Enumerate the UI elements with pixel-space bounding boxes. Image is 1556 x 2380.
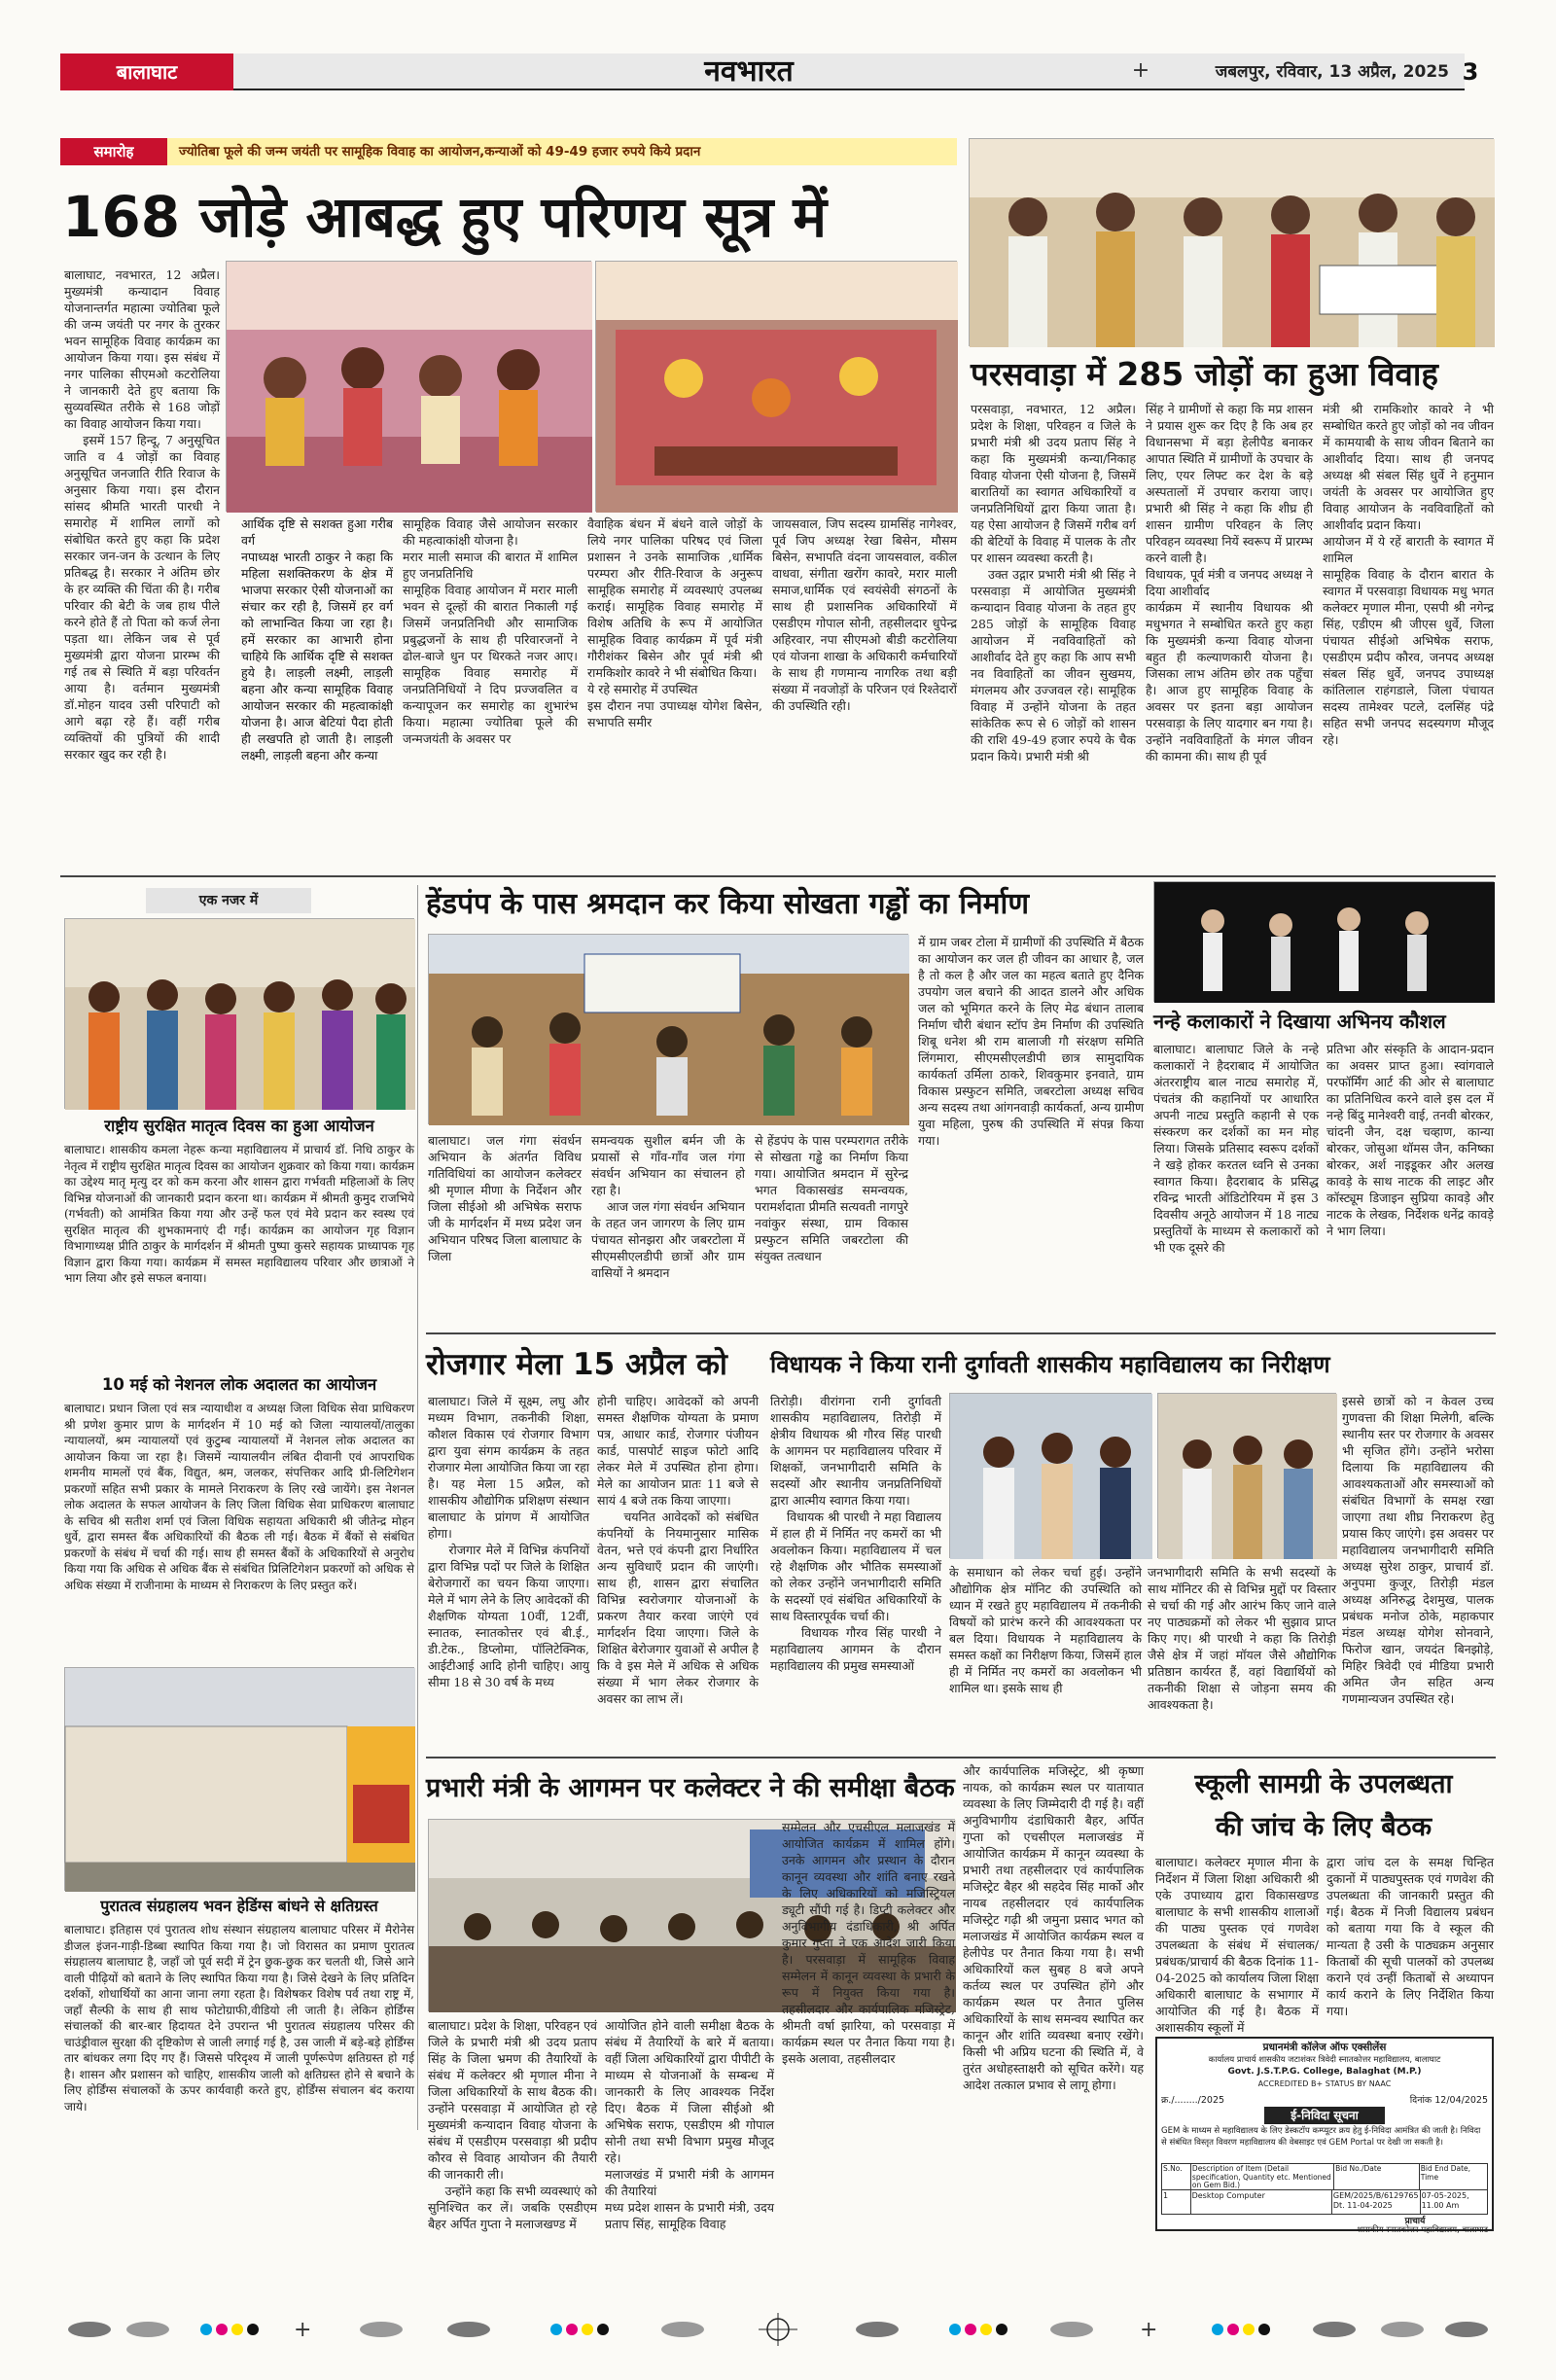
tender-org-2: कार्यालय प्राचार्य शासकीय जटाशंकर त्रिवेदी स्नातकोत्तर महाविद्यालय, बालाघाट [1208, 2055, 1441, 2065]
tender-td-bid: GEM/2025/B/6129765 Dt. 11-04-2025 [1332, 2190, 1421, 2214]
lead-col-4: वैवाहिक बंधन में बंधने वाले जोड़ों के लिये नगर पालिका परिषद एवं जिला प्रशासन ने उनके सामाजिक ,धार्मिक परम्परा और रीति-रिवाज के अनुरूप सामूहिक समारोह में व्यवस्थाएं उपलब्ध कराई। सामूहिक विवाह समारोह में विशेष अतिथि के रूप में आयोजित सामूहिक विवाह कार्यक्रम में पूर्व मंत्री गौरीशंकर बिसेन और पूर्व मंत्री श्री रामकिशोर कावरे ने भी संबोधित किया। ये रहे समारोह में उपस्थित इस दौरान नपा उपाध्यक्ष योगेश बिसेन, सभापति समीर [587, 516, 762, 729]
svg-text:+: + [294, 2318, 312, 2342]
prabhari-headline: प्रभारी मंत्री के आगमन पर कलेक्टर ने की समीक्षा बैठक [426, 1773, 955, 1803]
wedding-ritual-image [596, 262, 958, 513]
vidhayak-col-1: तिरोड़ी। वीरांगना रानी दुर्गावती शासकीय महाविद्यालय, तिरोड़ी में क्षेत्रीय विधायक श्री गौरव सिंह पारधी के आगमन पर महाविद्यालय परिवार में शिक्षकों, जनभागीदारी समिति के सदस्यों और स्थानीय जनप्रतिनिधियों द्वारा आत्मीय स्वागत किया गया। विधायक श्री पारधी ने महा विद्यालय में हाल ही में निर्मित नए कमरों का भी अवलोकन किया। महाविद्यालय में चल रहे शैक्षणिक और भौतिक समस्याओं को लेकर उन्होंने जनभागीदारी समिति के सदस्यों एवं संबंधित अधिकारियों के साथ विस्तारपूर्वक चर्चा की। विधायक गौरव सिंह पारधी ने महाविद्यालय आगमन के दौरान महाविद्यालय की प्रमुख समस्याओं [770, 1394, 941, 1673]
lok-adalat-title: 10 मई को नेशनल लोक अदालत का आयोजन [101, 1375, 377, 1394]
vidhayak-photo-1 [949, 1393, 1151, 1558]
school-col-1: बालाघाट। कलेक्टर मृणाल मीना के निर्देशन में जिला शिक्षा अधिकारी श्री एके उपाध्याय द्वारा विकासखण्ड बालाघाट के सभी शासकीय शालाओं की पाठ्य पुस्तक एवं गणवेश उपलब्धता के संबंध में संचालक/प्रबंधक/प्राचार्य की बैठक दिनांक 11-04-2025 को कार्यालय जिला शिक्षा अधिकारी बालाघाट के सभागार में आयोजित की गई है। बैठक में अशासकीय स्कूलों में [1155, 1855, 1323, 2035]
paraswada-col-2: सिंह ने ग्रामीणों से कहा कि मप्र शासन ने प्रयास शुरू कर दिए है कि अब हर विधानसभा में बड़ा हेलीपैड बनाकर आपात स्थिति में ग्रामीणों के उपचार के लिए, एयर लिफ्ट कर देश के बड़े अस्पतालों में उपचार कराया जाए। प्रभारी श्री सिंह ने कहा कि शीघ्र ही शासन ग्रामीण परिवहन के लिए परिवहन व्यवस्था नियें स्वरूप में प्रारम्भ करने वाली है। विधायक, पूर्व मंत्री व जनपद अध्यक्ष ने दिया आशीर्वाद कार्यक्रम में स्थानीय विधायक श्री मधुभगत ने सम्बोधित करते हुए कहा कि मुख्यमंत्री कन्या विवाह योजना बहुत ही कल्याणकारी योजना है। जिसका लाभ अंतिम छोर तक पहुँचा है। आज हुए सामूहिक विवाह के अवसर पर इतना बड़ा आयोजन परसवाड़ा के लिए यादगार बन गया है। उन्होंने नवविवाहितों के मंगल जीवन की कामना की। साथ ही पूर्व [1146, 402, 1313, 764]
tender-title: ई-निविदा सूचना [1264, 2107, 1385, 2124]
lead-col-3: सामूहिक विवाह जैसे आयोजन सरकार की महत्वाकांक्षी योजना है। मरार माली समाज की बारात में शामिल हुए जनप्रतिनिधि सामूहिक विवाह आयोजन में मरार माली भवन से दूल्हों की बारात निकाली गई जिसमें जनप्रतिनिधी और सामाजिक प्रबुद्धजनों के साथ ही परिवारजनों ने ढोल-बाजे धुन पर थिरकते नजर आए। सामूहिक विवाह समारोह में जनप्रतिनिधियों ने दिप प्रज्जवलित व कन्यापूजन कर समारोह का शुभारंभ किया। महात्मा ज्योतिबा फूले की जन्मजयंती के अवसर पर [403, 516, 578, 746]
handpump-col-2: समन्वयक सुशील बर्मन जी के प्रयासों से गाँव-गाँव जल गंगा संवर्धन अभियान का संचालन हो रहा है। आज जल गंगा संवर्धन अभियान के तहत जन जागरण के लिए ग्राम पंचायत सोनझरा और जबरटोला में सीएमसीएलडीपी छात्रों और ग्राम वासियों ने श्रमदान [591, 1133, 745, 1280]
handpump-col-1: बालाघाट। जल गंगा संवर्धन अभियान के अंतर्गत विविध गतिविधियां का आयोजन कलेक्टर श्री मृणाल मीणा के निर्देशन और जिला सीईओ श्री अभिषेक सराफ जी के मार्गदर्शन में मध्य प्रदेश जन अभियान परिषद जिला बालाघाट के जिला [428, 1133, 585, 1263]
lead-tag: समारोह [60, 138, 167, 165]
college-visit-image-1 [950, 1394, 1152, 1559]
prabhari-col-3: सम्मेलन और एचसीएल मलाजखंड में आयोजित कार्यक्रम में शामिल होंगे। उनके आगमन और प्रस्थान के दौरान कानून व्यवस्था और शांति बनाए रखने के लिए अधिकारियों को मजिस्ट्रियल ड्यूटी सौंपी गई है। डिप्टी कलेक्टर और अनुविभागीय दंडाधिकारी, श्री अर्पित कुमार गुप्ता ने एक आदेश जारी किया है। परसवाड़ा में सामूहिक विवाह सम्मेलन में कानून व्यवस्था के प्रभारी के रूप में नियुक्त किया गया है। तहसीलदार और कार्यपालिक मजिस्ट्रेट, श्रीमती वर्षा झारिया, को परसवाड़ा में कार्यक्रम स्थल पर तैनात किया गया है। इसके अलावा, तहसीलदार [782, 1820, 959, 2066]
page-number: 3 [1462, 58, 1479, 86]
wedding-photo-2 [595, 261, 957, 512]
tender-sign-title: प्राचार्य [1404, 2217, 1426, 2226]
section-label: बालाघाट [60, 53, 233, 90]
prabhari-col-1: बालाघाट। प्रदेश के शिक्षा, परिवहन एवं जिले के प्रभारी मंत्री श्री उदय प्रताप सिंह के जिला भ्रमण की तैयारियों के संबंध में कलेक्टर श्री मृणाल मीना ने जिला अधिकारियों के साथ बैठक की। उन्होंने परसवाड़ा में आयोजित हो रहे मुख्यमंत्री कन्यादान विवाह योजना के संबंध में एसडीएम परसवाड़ा श्री प्रदीप कौरव से विवाह आयोजन की तैयारी की जानकारी ली। उन्होंने कहा कि सभी व्यवस्थाएं को सुनिश्चित कर लें। जबकि एसडीएम बैहर अर्पित गुप्ता ने मलाजखण्ड में [428, 2018, 597, 2231]
school-headline-2: की जांच के लिए बैठक [1215, 1812, 1432, 1842]
crosshair-mark-top: + [1131, 58, 1150, 83]
lead-col-1: बालाघाट, नवभारत, 12 अप्रैल। मुख्यमंत्री कन्यादान विवाह योजनान्तर्गत महात्मा ज्योतिबा फूले की जन्म जयंती पर नगर के तुरकर भवन सामूहिक विवाह कार्यक्रम का आयोजन किया गया। इस संबंध में नगर पालिका सीएमओ कटरोलिया ने जानकारी देते हुए बताया कि सुव्यवस्थित तरीके से 168 जोड़ों का विवाह आयोजन किया गया। इसमें 157 हिन्दू, 7 अनुसूचित जाति व 4 जोड़ों का विवाह अनुसूचित जनजाति रीति रिवाज के अनुसार किया गया। इस दौरान सांसद श्रीमति भारती पारधी ने समारोह में शामिल लागों को संबोधित करते हुए कहा कि प्रदेश सरकार जन-जन के उत्थान के लिए प्रतिबद्ध है। सरकार ने अंतिम छोर के हर व्यक्ति की चिंता की है। गरीब परिवार की बेटी के जब हाथ पीले करने होते हैं तो पिता को कर्ज लेना पड़ता था। लेकिन जब से पूर्व मुख्यमंत्री द्वारा योजना प्रारम्भ की गई तब से स्थिति में बड़ा परिवर्तन आया है। वर्तमान मुख्यमंत्री डॉ.मोहन यादव उसी परिपाटी को आगे बढ़ा रहे हैं। वहीं गरीब व्यक्तियों की पुत्रियों की शादी सरकार खुद कर रही है। [64, 267, 220, 762]
handpump-headline: हेंडपंप के पास श्रमदान कर किया सोखता गड्ढों का निर्माण [426, 887, 1030, 921]
actors-photo [1153, 881, 1494, 1002]
tender-td-end: 07-05-2025, 11.00 Am [1421, 2191, 1469, 2210]
rule-mid-1 [426, 1332, 1496, 1334]
vidhayak-col-4: इससे छात्रों को न केवल उच्च गुणवत्ता की शिक्षा मिलेगी, बल्कि स्थानीय स्तर पर रोजगार के अवसर भी सृजित होंगे। उन्होंने भरोसा दिलाया कि महाविद्यालय की आवश्यकताओं और समस्याओं को संबंधित विभागों के समक्ष रखा जाएगा तथा शीघ्र निराकरण हेतु प्रयास किए जाएंगे। इस अवसर पर महाविद्यालय जनभागीदारी समिति अध्यक्ष सुरेश ठाकुर, प्राचार्य डॉ. अनुपमा कुजूर, तिरोड़ी मंडल अध्यक्ष अनिरुद्ध देशमुख, पालक प्रबंधक मनोज ठोके, महाकपार मंडल अध्यक्ष योगेश सोनवाने, फिरोज खान, जयदंत बिनझोड़े, मिहिर त्रिवेदी एवं मीडिया प्रभारी अमित जैन सहित अन्य गणमान्यजन उपस्थित रहे। [1342, 1394, 1498, 1706]
museum-fence-image [65, 1668, 415, 1892]
museum-hoarding-photo [64, 1667, 414, 1891]
paraswada-col-3: मंत्री श्री रामकिशोर कावरे ने भी सम्बोधित करते हुए जोड़ों को नव जीवन में कामयाबी के साथ जीवन बिताने का आशीर्वाद दिया। साथ ही जनपद अध्यक्ष श्री संबल सिंह धुर्वे ने हनुमान जयंती के अवसर पर आयोजित हुए विवाह आयोजन के नवविवाहितों को आशीर्वाद प्रदान किया। आयोजन में ये रहें बाराती के स्वागत में शामिल सामूहिक विवाह के दौरान बारात के स्वागत में परसवाड़ा विधायक मधु भगत कलेक्टर मृणाल मीना, एसपी श्री नगेन्द्र सिंह, एडीएम श्री जीएस धुर्वे, जिला पंचायत सीईओ अभिषेक सराफ, एसडीएम प्रदीप कौरव, जनपद अध्यक्ष संबल सिंह धुर्वे, जनपद उपाध्यक्ष कांतिलाल राहंगडाले, जिला पंचायत सदस्य तामेश्वर पटले, दलसिंह पंद्रे सहित सभी जनपद सदस्यगण मौजूद रहे। [1323, 402, 1494, 747]
stage-performance-image [1154, 882, 1495, 1003]
tender-org-4: ACCREDITED B+ STATUS BY NAAC [1257, 2079, 1392, 2088]
rozgar-col-2: होनी चाहिए। आवेदकों को अपनी समस्त शैक्षणिक योग्यता के प्रमाण पत्र, आधार कार्ड, रोजगार पंजीयन कार्ड, पासपोर्ट साइज फोटो आदि लेकर मेले में उपस्थित होना होगा। मेले का आयोजन प्रातः 11 बजे से सायं 4 बजे तक किया जाएगा। चयनित आवेदकों को संबंधित कंपनियों के नियमानुसार मासिक वेतन, भत्ते एवं कंपनी द्वारा निर्धारित अन्य सुविधाएँ प्रदान की जाएंगी। साथ ही, शासन द्वारा संचालित विभिन्न स्वरोजगार योजनाओं के प्रकरण तैयार करवा जाएंगे एवं मार्गदर्शन दिया जाएगा। जिले के शिक्षित बेरोजगार युवाओं से अपील है कि वे इस मेले में अधिक से अधिक संख्या में भाग लेकर रोजगार के अवसर का लाभ लें। [597, 1394, 759, 1706]
tender-ref: क्र./......../2025 [1161, 2095, 1225, 2106]
kalakar-headline: नन्हे कलाकारों ने दिखाया अभिनय कौशल [1153, 1010, 1446, 1033]
tender-th-end: Bid End Date, Time [1420, 2164, 1471, 2182]
vidhayak-photo-2 [1157, 1393, 1336, 1558]
svg-text:+: + [1140, 2318, 1158, 2342]
vidhayak-col-2: के समाधान को लेकर चर्चा हुई। उन्होंने औद्योगिक क्षेत्र मॉनिट की उपस्थिति को ध्यान में रखते हुए महाविद्यालय में तकनीकी विषयों को प्रारंभ करने की आवश्यकता पर बल दिया। विधायक ने महाविद्यालय के समस्त कक्षों का निरीक्षण किया, जिसमें हाल ही में निर्मित नए कमरों का अवलोकन भी शामिल था। इसके साथ ही [949, 1565, 1146, 1695]
tender-td-sno: 1 [1162, 2190, 1191, 2214]
tender-th-desc: Description of Item (Detail specification, Quantity etc. Mentioned on Gem Bid.) [1191, 2164, 1334, 2189]
wedding-photo-1 [226, 261, 591, 512]
tender-sign-org: शासकीय स्नातकोत्तर महाविद्यालय, बालाघाट [1357, 2225, 1488, 2235]
print-registration-strip [60, 2315, 1496, 2344]
museum-title: पुरातत्व संग्रहालय भवन हेडिंग्स बांधने से क्षतिग्रस्त [100, 1897, 378, 1915]
vidhayak-headline: विधायक ने किया रानी दुर्गावती शासकीय महाविद्यालय का निरीक्षण [770, 1351, 1330, 1378]
maternity-title: राष्ट्रीय सुरक्षित मातृत्व दिवस का हुआ आयोजन [104, 1117, 374, 1135]
maternity-day-photo [64, 918, 414, 1109]
prabhari-col-2: आयोजित होने वाली समीक्षा बैठक के संबंध में तैयारियों के बारे में बताया। वहीं जिला अधिकारियों द्वारा पीपीटी के माध्यम से योजनाओं के सम्बन्ध में जानकारी के लिए आवश्यक निर्देश दिए। बैठक में जिला सीईओ श्री अभिषेक सराफ, एसडीएम श्री गोपाल सोनी तथा सभी विभाग प्रमुख मौजूद रहे। मलाजखंड में प्रभारी मंत्री के आगमन की तैयारियां मध्य प्रदेश शासन के प्रभारी मंत्री, उदय प्रताप सिंह, सामूहिक विवाह [605, 2018, 774, 2231]
paraswada-headline: परसवाड़ा में 285 जोड़ों का हुआ विवाह [971, 355, 1438, 393]
school-headline-1: स्कूली सामग्री के उपलब्धता [1194, 1769, 1453, 1799]
lead-col-5: जायसवाल, जिप सदस्य ग्रामसिंह नागेश्वर, पूर्व जिप अध्यक्ष रेखा बिसेन, मौसम बिसेन, सभापति वंदना जायसवाल, वकील वाधवा, संगीता खरोंग कावरे, मरार माली समाज,धार्मिक एवं स्वयंसेवी संगठनों के साथ ही प्रशासनिक अधिकारियों में एसडीएम गोपाल सोनी, तहसीलदार धुपेन्द्र अहिरवार, नपा सीएमओ बीडी कटरोलिया एवं योजना शाखा के अधिकारी कर्मचारियों के साथ ही गणमान्य नागरिक तथा बड़ी संख्या में नवजोड़ों के परिजन एवं रिश्तेदारों की उपस्थिति रही। [772, 516, 961, 713]
tender-td-desc: Desktop Computer [1191, 2190, 1332, 2214]
cheque-ceremony-image [970, 139, 1495, 347]
tender-th-bid: Bid No./Date [1334, 2164, 1420, 2189]
kalakar-col-2: प्रतिभा और संस्कृति के आदान-प्रदान का अवसर प्राप्त हुआ। स्वांगवाले परफॉर्मिंग आर्ट की ओर से बालाघाट का प्रतिनिधित्व करने वाले इस दल में नन्हे बिंदु मानेश्वरी वाई, तनवी बोरकर, चांदनी जैन, दक्ष चव्हाण, कान्या बोरकर, जोसुआ थॉमस जैन, कनिष्का बोरकर, अर्श नाइडूकर और अलख कावड़े के साथ नाटक की लाइट और कॉस्ट्यूम डिजाइन सुप्रिया कावड़े और नाटक के लेखक, निर्देशक धनेंद्र कावड़े ने भाग लिया। [1326, 1042, 1498, 1238]
college-visit-image-2 [1158, 1394, 1337, 1559]
handpump-col-3: से हेंडपंप के पास परम्परागत तरीके से सोखता गड्ढे का निर्माण किया गया। आयोजित श्रमदान में सुरेन्द्र भगत विकासखंड समन्वयक, परामर्शदाता प्रीमति सत्यवती नागपुरे नवांकुर संस्था, ग्राम विकास प्रस्फुटन समिति जबरटोला की संयुक्त तत्वधान [755, 1133, 912, 1263]
shramdan-image [429, 935, 909, 1125]
lead-kicker: ज्योतिबा फूले की जन्म जयंती पर सामूहिक विवाह का आयोजन,कन्याओं को 49-49 हजार रुपये किये प्रदान [167, 138, 957, 165]
students-group-image [65, 919, 415, 1110]
museum-body: बालाघाट। इतिहास एवं पुरातत्व शोध संस्थान संग्रहालय बालाघाट परिसर में मैरोनेस डीजल इंजन-गाड़ी-डिब्बा स्थापित किया गया है। जो विरासत का प्रमाण पुरातत्व संग्रहालय बालाघाट है, जहाँ जो पूर्व सदी में ट्रेन छुक-छुक कर चलती थी, जिसे आने वाली पीढ़ियों को बताने के लिए स्थापित किया गया है। जिसे देखने के लिए प्रतिदिन दर्शकों, शोधार्थियों का आना जाना लगा रहता है। विशेषकर विशेष पर्व तथा राष्ट्र में, जहाँ सैल्फी के साथ ही साथ फोटोग्राफी,वीडियो ली जाती है। लेकिन होर्डिंग्स संचालकों की बार-बार हिदायत देने उपरान्त भी पुरातत्व संग्रहालय परिसर की चाउंड्रीवाल सुरक्षा की दृष्टिकोण से जाली लगाई गई है, उस जाली में बड़े-बड़े होर्डिंग्स तार बांधकर लगा दिए गए हैं। जिससे परिदृश्य में जाली पूर्णरूपेण क्षतिग्रस्त हो गई है। शासन और प्रशासन को चाहिए, शासकीय जाली को क्षतिग्रस्त होने से बचाने के लिए होर्डिंग्स संचालकों के ऊपर कार्यवाही करते हुए, होर्डिंग्स संचालन बंद कराया जाये। [64, 1923, 418, 2114]
lead-col2-text: आर्थिक दृष्टि से सशक्त हुआ गरीब वर्ग नपाध्यक्ष भारती ठाकुर ने कहा कि महिला सशक्तिकरण के क्षेत्र में भाजपा सरकार ऐसी योजनाओं का संचार कर रही है, जिसमें हर वर्ग को लाभान्वित किया जा रहा है। हमें सरकार का आभारी होना चाहिये कि आर्थिक दृष्टि से सशक्त हुये है। लाड़ली लक्ष्मी, लाड़ली बहना और कन्या सामूहिक विवाह आयोजन सरकार की महत्वाकांक्षी योजना है। आज बेटियां पैदा होती ही लखपति हो जाती है। लाड़ली लक्ष्मी, लाड़ली बहना और कन्या [241, 516, 393, 763]
wedding-crowd-image [227, 262, 592, 513]
vidhayak-col-3: जनभागीदारी समिति के सभी सदस्यों के साथ मॉनिटर की से विभिन्न मुद्दों पर विस्तार से चर्चा की गई और आरंभ किए जाने वाले नए पाठ्यक्रमों को लेकर भी सुझाव प्राप्त किए गए। श्री पारधी ने कहा कि तिरोड़ी जैसे क्षेत्र में जहां मॉयल जैसे औद्योगिक प्रतिष्ठान कार्यरत हैं, वहां विद्यार्थियों को तकनीकी शिक्षा से जोड़ना समय की आवश्यकता है। [1148, 1565, 1340, 1712]
handpump-col-4: में ग्राम जबर टोला में ग्रामीणों की उपस्थिति में बैठक का आयोजन कर जल ही जीवन का आधार है, जल है तो कल है और जल का महत्व बताते हुए दैनिक उपयोग जल बचाने की आदत डालने और अधिक जल को भूमिगत करने के लिए मेढ बंधान तालाब निर्माण चौरी बंधान स्टॉप डेम निर्माण की उपस्थिति शिबू धनेश श्री राम बालाजी गौ संरक्षण समिति लिंगमारा, सीएमसीएलडीपी छात्र सामुदायिक कार्यकर्ता उर्मिला ठाकरे, शिवकुमार इनवाते, ग्राम विकास प्रस्फुटन समिति, जबरटोला अध्यक्ष सचिव अन्य सदस्य तथा आंगनवाड़ी कार्यकर्ता, अन्य ग्रामीण युवा महिला, पुरुष की उपस्थिति में संपन्न किया गया। [918, 935, 1148, 1148]
ek-nazar-label: एक नजर में [146, 888, 311, 913]
tender-org-1: प्रधानमंत्री कॉलेज ऑफ एक्सीलेंस [1262, 2042, 1387, 2053]
rule-mid-2 [426, 1757, 1496, 1758]
tender-org-3: Govt. J.S.T.P.G. College, Balaghat (M.P.) [1227, 2067, 1422, 2077]
shramdan-photo [428, 934, 908, 1124]
minister-cheque-photo [969, 138, 1494, 346]
lok-adalat-body: बालाघाट। प्रधान जिला एवं सत्र न्यायाधीश व अध्यक्ष जिला विधिक सेवा प्राधिकरण श्री प्रणेश कुमार प्राण के मार्गदर्शन में 10 मई को जिला न्यायालयों/तालुका न्यायालयों, श्रम न्यायालयों एवं कुटुम्ब न्यायालयों में नेशनल लोक अदालत का आयोजन किया जा रहा है। जिसमें न्यायालयीन लंबित दीवानी एवं आपराधिक शमनीय मामलों एवं बैंक, विद्युत, श्रम, जलकर, संपत्तिकर आदि प्री-लिटिगेशन प्रकरणों सहित सभी प्रकार के मामले निराकरण के लिए रखे जायेंगे। इस नेशनल लोक अदालत के सफल आयोजन के लिए जिला विधिक सेवा प्राधिकरण बालाघाट के सचिव श्री सतीश शर्मा एवं जिला विधिक सहायता अधिकारी श्री जीतेन्द्र मोहन धुर्वे, द्वारा समस्त बैंक अधिकारियों की बैठक ली गई। बैठक में बैंकों से संबंधित प्रकरणों के संबंध में चर्चा की गई। साथ ही समस्त बैंकों के अधिकारियों से अनुरोध किया गया कि अधिक से अधिक बैंक से संबंधित प्रिलिटिगेशन प्रकरणों को अधिक से अधिक संख्या में राजीनामा के माध्यम से निराकरण के लिए प्रस्तुत करें। [64, 1402, 418, 1592]
tender-th-sno: S.No. [1162, 2164, 1191, 2189]
registration-marks-icon [60, 2315, 1496, 2344]
rozgar-headline: रोजगार मेला 15 अप्रैल को [426, 1347, 727, 1382]
tender-date: दिनांक 12/04/2025 [1409, 2095, 1488, 2106]
paraswada-col-1: परसवाड़ा, नवभारत, 12 अप्रैल। प्रदेश के शिक्षा, परिवहन व जिले के प्रभारी मंत्री श्री उदय प्रताप सिंह ने कहा कि मुख्यमंत्री कन्या/निकाह विवाह योजना ऐसी योजना है, जिसमें बारातियों का स्वागत अधिकारियों व जनप्रतिनिधियों द्वारा किया जाता है। यह ऐसा आयोजन है जिसमें गरीब वर्ग की बेटियों के विवाह में पालक के तौर पर शासन व्यवस्था करती है। उक्त उद्गार प्रभारी मंत्री श्री सिंह ने परसवाड़ा में आयोजित मुख्यमंत्री कन्यादान विवाह योजना के तहत हुए 285 जोड़ों के सामूहिक विवाह आयोजन में नवविवाहितों को आशीर्वाद देते हुए कहा कि आप सभी नव विवाहितों का जीवन सुखमय, मंगलमय और उज्जवल रहे। सामूहिक विवाह में उन्होंने योजना के तहत सांकेतिक रूप से 6 जोड़ों को शासन की राशि 49-49 हजार रुपये के चैक प्रदान किये। प्रभारी मंत्री श्री [971, 402, 1136, 764]
rozgar-col-1: बालाघाट। जिले में सूक्ष्म, लघु और मध्यम विभाग, तकनीकी शिक्षा, कौशल विकास एवं रोजगार विभाग द्वारा युवा संगम कार्यक्रम के तहत रोजगार मेला आयोजित किया जा रहा है। यह मेला 15 अप्रैल, को शासकीय औद्योगिक प्रशिक्षण संस्थान बालाघाट के प्रांगण में आयोजित होगा। रोजगार मेले में विभिन्न कंपनियों द्वारा विभिन्न पदों पर जिले के शिक्षित बेरोजगारों का चयन किया जाएगा। मेले में भाग लेने के लिए आवेदकों की शैक्षणिक योग्यता 10वीं, 12वीं, स्नातक, स्नातकोत्तर एवं बी.ई., डी.टेक., डिप्लोमा, पॉलिटेक्निक, आईटीआई आदि होनी चाहिए। आयु सीमा 18 से 30 वर्ष के मध्य [428, 1394, 589, 1689]
kalakar-col-1: बालाघाट। बालाघाट जिले के नन्हे कलाकारों ने हैदराबाद में आयोजित अंतरराष्ट्रीय बाल नाट्य समारोह में, पंचतंत्र की कहानियों पर आधारित अपनी नाट्य प्रस्तुति कहानी से एक संस्करण कर दर्शकों का मन मोह लिया। जिसके प्रतिसाद स्वरूप दर्शकों ने खड़े होकर करतल ध्वनि से उनका स्वागत किया। हैदराबाद के प्रसिद्ध रविन्द्र भारती ऑडिटोरियम में इस 3 दिवसीय अनूठे आयोजन में 18 नाट्य प्रस्तुतियों के माध्यम से कलाकारों को भी एक दूसरे की [1153, 1042, 1323, 1255]
maternity-body: बालाघाट। शासकीय कमला नेहरू कन्या महाविद्यालय में प्राचार्य डॉ. निधि ठाकुर के नेतृत्व में राष्ट्रीय सुरक्षित मातृत्व दिवस का आयोजन शुक्रवार को किया गया। कार्यक्रम का उद्देश्य मातृ मृत्यु दर को कम करना और शासन द्वारा गर्भवती महिलाओं के लिए विभिन्न योजनाओं की जानकारी प्रदान करना था। कार्यक्रम में श्रीमती कुमुद राजभिये (गर्भवती) को आमंत्रित किया गया और उन्हें फल एवं मेवे प्रदान कर स्वस्थ एवं सुरक्षित मातृत्व की शुभकामनाएं दी गईं। कार्यक्रम का आयोजन गृह विज्ञान विभागाध्यक्ष प्रीति ठाकुर के मार्गदर्शन में श्रीमती पुष्पा कुसरे सहायक प्राध्यापक गृह विज्ञान द्वारा किया गया। कार्यक्रम में समस्त महाविद्यालय परिवार और छात्राओं ने भाग लिया और इसे सफल बनाया। [64, 1143, 418, 1285]
tender-table [1161, 2163, 1488, 2212]
tender-body: GEM के माध्यम से महाविद्यालय के लिए डेस्कटॉप कम्प्यूटर क्रय हेतु ई-निविदा आमंत्रित की जाती है। निविदा से संबंधित विस्तृत विवरण महाविद्यालय की वेबसाइट एवं GEM Portal पर देखी जा सकती है। [1161, 2126, 1481, 2148]
newspaper-title: नवभारत [704, 54, 794, 89]
prabhari-col-4: और कार्यपालिक मजिस्ट्रेट, श्री कृष्णा नायक, को कार्यक्रम स्थल पर यातायात व्यवस्था के लिए जिम्मेदारी दी गई है। वहीं अनुविभागीय दंडाधिकारी बैहर, अर्पित गुप्ता को एचसीएल मलाजखंड में आयोजित कार्यक्रम में कानून व्यवस्था के प्रभारी तथा तहसीलदार एवं कार्यपालिक मजिस्ट्रेट बैहर श्री सहदेव सिंह मार्को और नायब तहसीलदार एवं कार्यपालिक मजिस्ट्रेट गढ़ी श्री जमुना प्रसाद भगत को मलाजखंड में आयोजित कार्यक्रम स्थल व हेलीपेड पर तैनात किया गया है। सभी अधिकारियों कल सुबह 8 बजे अपने कर्तव्य स्थल पर उपस्थित होंगे और कार्यक्रम स्थल पर तैनात पुलिस अधिकारियों के साथ समन्वय स्थापित कर कानून और शांति व्यवस्था बनाए रखेंगे। किसी भी अप्रिय घटना की स्थिति में, वे तुरंत अधोहस्ताक्षरी को सूचित करेंगे। यह आदेश तत्काल प्रभाव से लागू होगा। [963, 1763, 1148, 2092]
rule-below-lead [60, 875, 1496, 877]
school-col-2: द्वारा जांच दल के समक्ष चिन्हित दुकानों में पाठ्यपुस्तक एवं गणवेश की उपलब्धता की जानकारी प्रस्तुत की गई। बैठक में निजी विद्यालय प्रबंधन को बताया गया कि वे स्कूल की मान्यता है उसी के पाठ्यक्रम अनुसार किताबों की सूची पालकों को उपलब्ध कराने एवं उन्हीं किताबों से अध्यापन कार्य कराने के लिए निर्देशित किया गया। [1326, 1855, 1498, 2018]
dateline: जबलपुर, रविवार, 13 अप्रैल, 2025 [1215, 62, 1449, 82]
lead-headline: 168 जोड़े आबद्ध हुए परिणय सूत्र में [62, 184, 828, 250]
lead-col-2 [241, 515, 393, 866]
